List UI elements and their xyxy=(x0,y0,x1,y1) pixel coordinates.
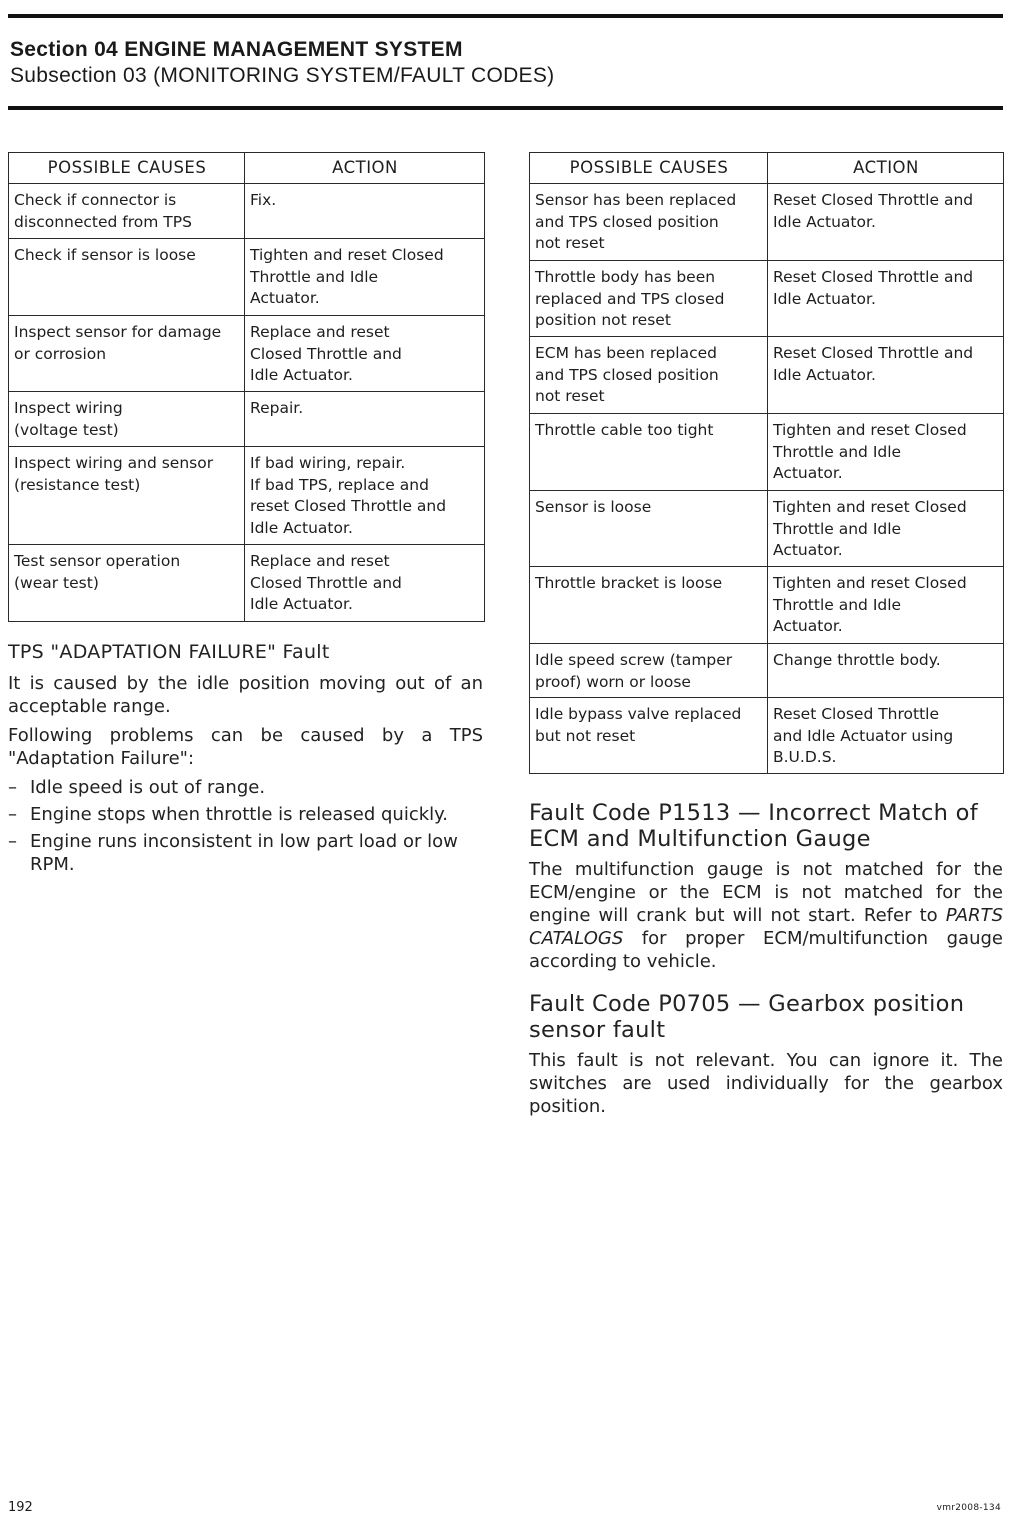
table-row xyxy=(9,447,485,545)
cause-text: Inspect sensor for damage or corrosion xyxy=(14,323,222,363)
action-text: Reset Closed Throttle and Idle Actuator. xyxy=(773,268,974,308)
action-cell xyxy=(768,491,1004,567)
table-row xyxy=(9,239,485,316)
table-row xyxy=(9,184,485,239)
action-cell xyxy=(245,392,485,447)
action-text: Tighten and reset Closed Throttle and Idle Actuator. xyxy=(773,421,967,482)
tps-adaptation-section xyxy=(8,640,483,880)
action-text: Tighten and reset Closed Throttle and Idle Actuator. xyxy=(773,498,967,559)
action-text: Repair. xyxy=(250,399,304,417)
action-text: If bad wiring, repair. If bad TPS, replace and reset Closed Throttle and Idle Actuator. xyxy=(250,454,447,537)
cause-cell xyxy=(530,184,768,261)
list-item xyxy=(8,830,483,876)
table-row xyxy=(530,644,1004,698)
table-row xyxy=(9,316,485,392)
p1513-heading: Fault Code P1513 — Incorrect Match of ECM and Multifunction Gauge xyxy=(529,800,978,852)
action-text: Reset Closed Throttle and Idle Actuator using B.U.D.S. xyxy=(773,705,954,766)
cause-cell xyxy=(9,184,245,239)
table-row xyxy=(9,392,485,447)
action-cell xyxy=(245,447,485,545)
cause-text: Test sensor operation (wear test) xyxy=(14,552,181,592)
cause-text: Inspect wiring (voltage test) xyxy=(14,399,123,439)
action-text: Fix. xyxy=(250,191,277,209)
cause-text: Throttle cable too tight xyxy=(535,421,714,439)
p0705-heading: Fault Code P0705 — Gearbox position sensor fault xyxy=(529,991,965,1043)
table-header-row xyxy=(9,153,485,184)
header-rule-top xyxy=(8,14,1003,18)
cause-cell xyxy=(530,337,768,414)
cause-cell xyxy=(9,392,245,447)
cause-cell xyxy=(9,447,245,545)
table-row xyxy=(530,414,1004,491)
cause-text: Sensor has been replaced and TPS closed position not reset xyxy=(535,191,737,252)
list-item-text: Engine stops when throttle is released quickly. xyxy=(30,804,448,825)
fault-code-sections xyxy=(529,800,1003,1124)
tps-para-1: It is caused by the idle position moving out of an acceptable range. xyxy=(8,673,483,717)
cause-cell xyxy=(530,698,768,774)
table-row xyxy=(530,184,1004,261)
col-header-causes: POSSIBLE CAUSES xyxy=(530,153,768,184)
action-cell xyxy=(245,545,485,622)
dash-mark: – xyxy=(8,831,17,852)
action-cell xyxy=(768,184,1004,261)
section-prefix: Section 04 xyxy=(10,38,119,61)
list-item xyxy=(8,803,483,826)
col-header-causes: POSSIBLE CAUSES xyxy=(9,153,245,184)
action-cell xyxy=(245,239,485,316)
table-row xyxy=(530,567,1004,644)
col-header-action: ACTION xyxy=(245,153,485,184)
p1513-text-before: The multifunction gauge is not matched for the ECM/engine or the ECM is not matched for the engine will crank but will not start. Refer to xyxy=(529,859,1003,926)
cause-cell xyxy=(9,316,245,392)
action-cell xyxy=(768,698,1004,774)
action-cell xyxy=(768,337,1004,414)
cause-cell xyxy=(530,261,768,337)
action-cell xyxy=(768,567,1004,644)
action-cell xyxy=(768,414,1004,491)
page-number: 192 xyxy=(8,1500,33,1515)
action-cell xyxy=(768,261,1004,337)
action-text: Change throttle body. xyxy=(773,651,941,669)
tps-adaptation-heading: TPS "ADAPTATION FAILURE" Fault xyxy=(8,641,330,663)
cause-cell xyxy=(530,644,768,698)
cause-text: Idle bypass valve replaced but not reset xyxy=(535,705,742,745)
action-text: Tighten and reset Closed Throttle and Idle Actuator. xyxy=(773,574,967,635)
tps-para-2: Following problems can be caused by a TPS "Adaptation Failure": xyxy=(8,725,483,769)
cause-text: Throttle body has been replaced and TPS closed position not reset xyxy=(535,268,725,329)
action-cell xyxy=(768,644,1004,698)
cause-text: ECM has been replaced and TPS closed position not reset xyxy=(535,344,719,405)
table-row xyxy=(530,337,1004,414)
header-rule-bottom xyxy=(8,106,1003,110)
cause-cell xyxy=(530,414,768,491)
cause-text: Sensor is loose xyxy=(535,498,652,516)
list-item xyxy=(8,776,483,799)
table-row xyxy=(9,545,485,622)
p1513-text-after: for proper ECM/multifunction gauge according to vehicle. xyxy=(529,928,1003,972)
table-row xyxy=(530,698,1004,774)
action-text: Replace and reset Closed Throttle and Idle Actuator. xyxy=(250,552,402,613)
tps-problem-list xyxy=(8,776,483,876)
section-name: ENGINE MANAGEMENT SYSTEM xyxy=(124,38,463,61)
action-text: Reset Closed Throttle and Idle Actuator. xyxy=(773,344,974,384)
list-item-text: Idle speed is out of range. xyxy=(30,777,266,798)
closed-position-causes-table xyxy=(529,152,1004,774)
parts-catalogs-reference: PARTS CATALOGS xyxy=(529,905,1003,949)
p1513-text xyxy=(529,858,1003,973)
subsection-title: Subsection 03 (MONITORING SYSTEM/FAULT CODES) xyxy=(10,64,555,87)
cause-text: Check if connector is disconnected from TPS xyxy=(14,191,192,231)
action-text: Tighten and reset Closed Throttle and Idle Actuator. xyxy=(250,246,444,307)
cause-cell xyxy=(530,567,768,644)
action-text: Reset Closed Throttle and Idle Actuator. xyxy=(773,191,974,231)
cause-cell xyxy=(9,545,245,622)
table-row xyxy=(530,491,1004,567)
action-cell xyxy=(245,316,485,392)
action-text: Replace and reset Closed Throttle and Idle Actuator. xyxy=(250,323,402,384)
cause-text: Check if sensor is loose xyxy=(14,246,196,264)
p0705-text: This fault is not relevant. You can ignore it. The switches are used individually for the gearbox position. xyxy=(529,1050,1003,1117)
cause-text: Idle speed screw (tamper proof) worn or loose xyxy=(535,651,733,691)
section-title xyxy=(10,38,463,62)
table-row xyxy=(530,261,1004,337)
cause-text: Throttle bracket is loose xyxy=(535,574,723,592)
cause-text: Inspect wiring and sensor (resistance test) xyxy=(14,454,214,494)
list-item-text: Engine runs inconsistent in low part load or low RPM. xyxy=(30,831,458,875)
cause-cell xyxy=(9,239,245,316)
cause-cell xyxy=(530,491,768,567)
tps-causes-table xyxy=(8,152,485,622)
dash-mark: – xyxy=(8,804,17,825)
action-cell xyxy=(245,184,485,239)
table-header-row xyxy=(530,153,1004,184)
col-header-action: ACTION xyxy=(768,153,1004,184)
dash-mark: – xyxy=(8,777,17,798)
document-code: vmr2008-134 xyxy=(936,1503,1001,1513)
